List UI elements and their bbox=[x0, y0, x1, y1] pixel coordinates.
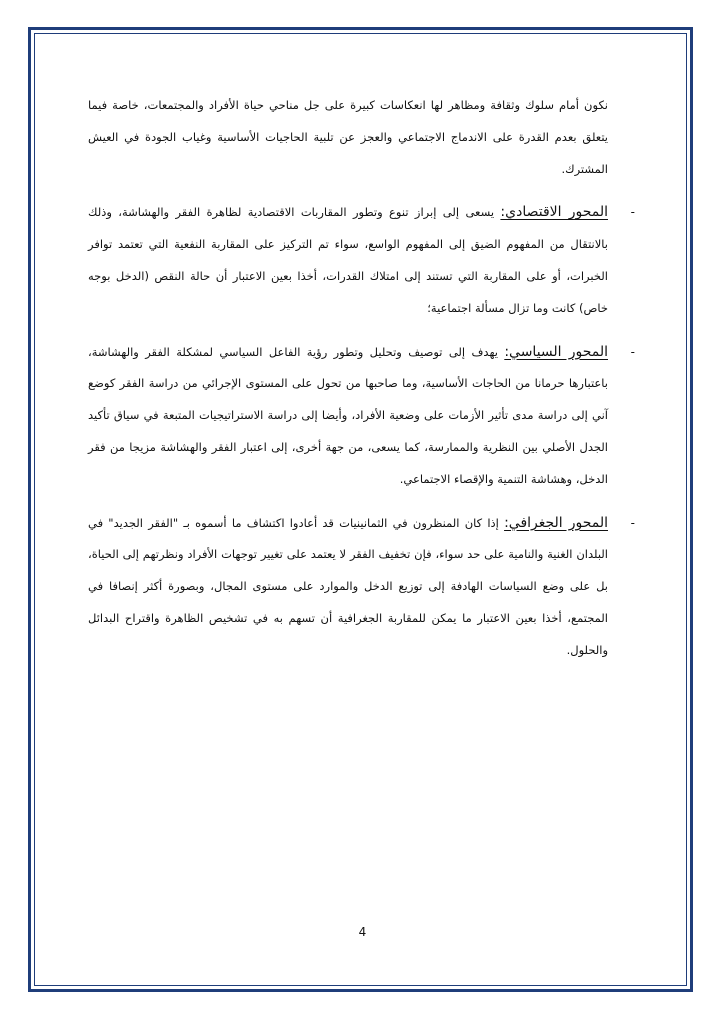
section-text-political: يهدف إلى توصيف وتحليل وتطور رؤية الفاعل السياسي لمشكلة الفقر والهشاشة، باعتبارها حرمانا من الحاجات الأساسية، وما صاحبها من تحول على المستوى الإجرائي من دراسة الفقر كوضع آني إلى دراسة مدى تأثير الأزمات على وضعية الأفراد، وأيضا إلى دراسة الاستراتيجيات المتبعة في سياق تأكيد الجدل الأصلي بين النظرية والممارسة، كما يسعى، من جهة أخرى، إلى اعتبار الفقر والهشاشة مزيجا من فقر الدخل، وهشاشة التنمية والإقصاء الاجتماعي. bbox=[88, 344, 608, 486]
document-body bbox=[88, 90, 635, 667]
section-heading-economic: المحور الاقتصادي: bbox=[500, 204, 608, 221]
section-text-geographic: إذا كان المنظرون في الثمانينيات قد أعادوا اكتشاف ما أسموه بـ "الفقر الجديد" في البلدان الغنية والنامية على حد سواء، فإن تخفيف الفقر لا يعتمد على تغيير توجهات الأفراد ونظرتهم إلى الحياة، بل على وضع السياسات الهادفة إلى توزيع الدخل والموارد على مستوى المجال، وبصورة أكثر إنصافا في المجتمع، أخذا بعين الاعتبار ما يمكن للمقاربة الجغرافية أن تسهم به في تشخيص الظاهرة واقتراح البدائل والحلول. bbox=[88, 515, 608, 657]
section-paragraph bbox=[88, 508, 608, 667]
intro-paragraph: نكون أمام سلوك وثقافة ومظاهر لها انعكاسات كبيرة على جل مناحي حياة الأفراد والمجتمعات، خاصة فيما يتعلق بعدم القدرة على الاندماج الاجتماعي والعجز عن تلبية الحاجيات الأساسية وغياب الجودة في العيش المشترك. bbox=[88, 98, 608, 176]
section-paragraph bbox=[88, 197, 608, 324]
section-geographic bbox=[88, 508, 635, 667]
page-number: 4 bbox=[358, 925, 367, 939]
section-paragraph bbox=[88, 337, 608, 496]
bullet-dash: - bbox=[630, 344, 635, 359]
section-political bbox=[88, 337, 635, 496]
section-heading-geographic: المحور الجغرافي: bbox=[504, 514, 608, 531]
section-economic bbox=[88, 197, 635, 324]
bullet-dash: - bbox=[630, 205, 635, 220]
section-heading-political: المحور السياسي: bbox=[504, 343, 608, 360]
bullet-dash: - bbox=[630, 515, 635, 530]
section-text-economic: يسعى إلى إبراز تنوع وتطور المقاربات الاقتصادية لظاهرة الفقر والهشاشة، وذلك بالانتقال من المفهوم الضيق إلى المفهوم الواسع، سواء تم التركيز على المقاربة النفعية التي تعتمد توافر الخبرات، أو على المقاربة التي تستند إلى امتلاك القدرات، أخذا بعين الاعتبار أن حالة النقص (الدخل بوجه خاص) كانت وما تزال مسألة اجتماعية؛ bbox=[88, 205, 608, 315]
